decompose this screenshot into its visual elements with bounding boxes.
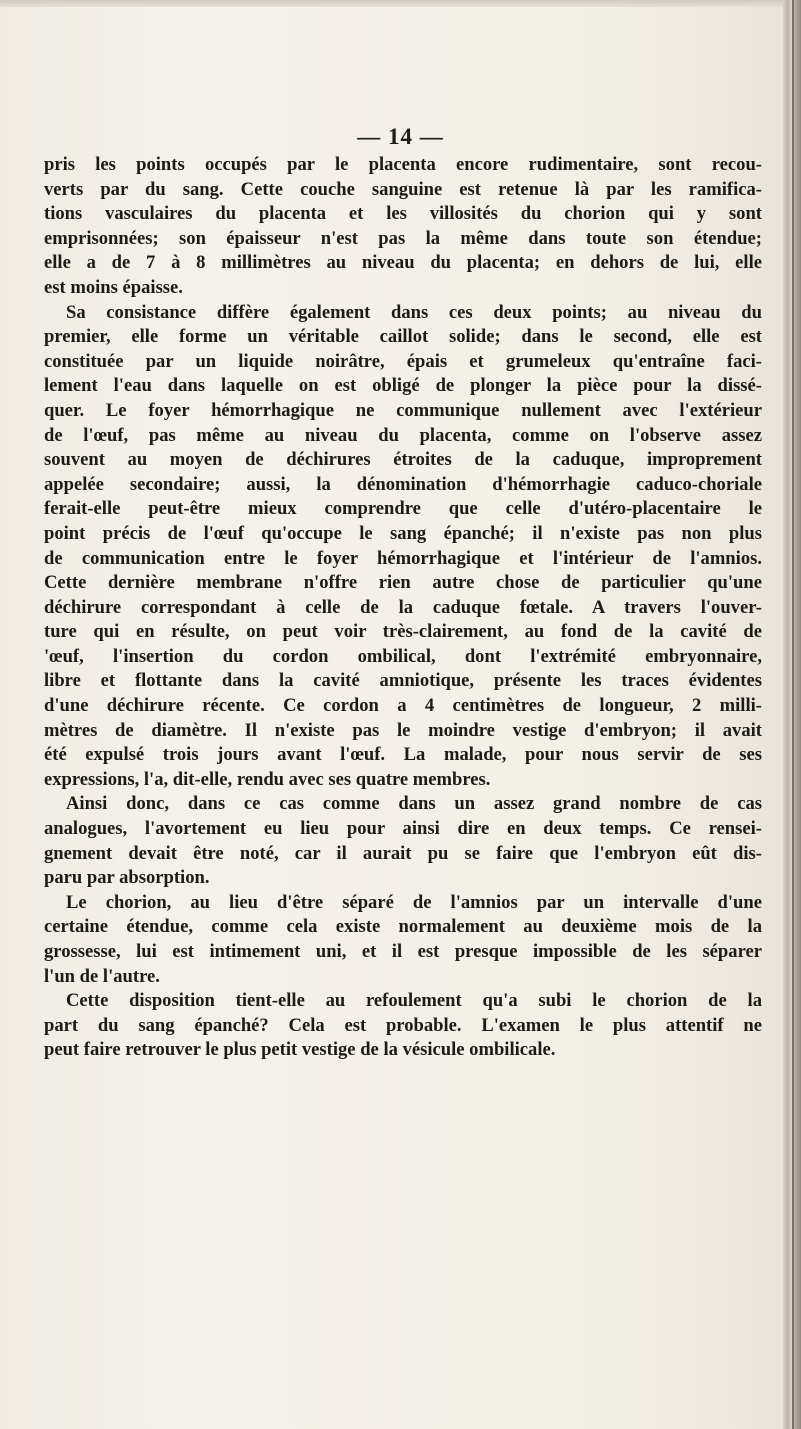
page-top-shadow bbox=[0, 0, 790, 7]
text-line: libre et flottante dans la cavité amniotique, présente les traces évidentes bbox=[44, 670, 762, 692]
text-line: Cette dernière membrane n'offre rien autre chose de particulier qu'une bbox=[44, 572, 762, 594]
text-line: pris les points occupés par le placenta encore rudimentaire, sont recou- bbox=[44, 154, 762, 175]
text-line: analogues, l'avortement eu lieu pour ainsi dire en deux temps. Ce rensei- bbox=[44, 818, 762, 840]
text-line: 'œuf, l'insertion du cordon ombilical, dont l'extrémité embryonnaire, bbox=[44, 645, 762, 667]
text-line: été expulsé trois jours avant l'œuf. La malade, pour nous servir de ses bbox=[44, 744, 762, 766]
text-line: emprisonnées; son épaisseur n'est pas la même dans toute son étendue; bbox=[44, 227, 762, 249]
text-line: peut faire retrouver le plus petit vestige de la vésicule ombilicale. bbox=[44, 1039, 556, 1061]
text-line: point précis de l'œuf qu'occupe le sang épanché; il n'existe pas non plus bbox=[44, 522, 762, 544]
text-line: Sa consistance diffère également dans ces deux points; au niveau du bbox=[66, 301, 762, 323]
text-line: de l'œuf, pas même au niveau du placenta, comme on l'observe assez bbox=[44, 424, 762, 446]
text-line: mètres de diamètre. Il n'existe pas le moindre vestige d'embryon; il avait bbox=[44, 719, 762, 741]
text-line: ture qui en résulte, on peut voir très-clairement, au fond de la cavité de bbox=[44, 621, 762, 643]
text-line: déchirure correspondant à celle de la caduque fœtale. A travers l'ouver- bbox=[44, 596, 762, 618]
text-line: paru par absorption. bbox=[44, 867, 210, 889]
text-line: expressions, l'a, dit-elle, rendu avec ses quatre membres. bbox=[44, 768, 491, 790]
text-line: part du sang épanché? Cela est probable. L'examen le plus attentif ne bbox=[44, 1014, 762, 1036]
text-line: Ainsi donc, dans ce cas comme dans un assez grand nombre de cas bbox=[66, 793, 762, 815]
text-line: certaine étendue, comme cela existe normalement au deuxième mois de la bbox=[44, 916, 762, 938]
page-number: — 14 — bbox=[357, 124, 444, 149]
text-line: elle a de 7 à 8 millimètres au niveau du placenta; en dehors de lui, elle bbox=[44, 252, 762, 274]
text-line: quer. Le foyer hémorrhagique ne communique nullement avec l'extérieur bbox=[44, 399, 762, 421]
text-line: est moins épaisse. bbox=[44, 276, 183, 298]
text-line: de communication entre le foyer hémorrhagique et l'intérieur de l'amnios. bbox=[44, 547, 762, 569]
text-line: gnement devait être noté, car il aurait pu se faire que l'embryon eût dis- bbox=[44, 842, 762, 864]
text-line: grossesse, lui est intimement uni, et il est presque impossible de les séparer bbox=[44, 941, 762, 962]
body-text bbox=[44, 153, 762, 1063]
text-line: d'une déchirure récente. Ce cordon a 4 centimètres de longueur, 2 milli- bbox=[44, 695, 762, 717]
text-line: Le chorion, au lieu d'être séparé de l'amnios par un intervalle d'une bbox=[66, 891, 762, 913]
text-line: Cette disposition tient-elle au refoulement qu'a subi le chorion de la bbox=[66, 990, 762, 1012]
text-line: appelée secondaire; aussi, la dénomination d'hémorrhagie caduco-choriale bbox=[44, 473, 762, 495]
text-line: premier, elle forme un véritable caillot solide; dans le second, elle est bbox=[44, 326, 762, 348]
text-line: ferait-elle peut-être mieux comprendre que celle d'utéro-placentaire le bbox=[44, 498, 762, 520]
text-line: constituée par un liquide noirâtre, épais et grumeleux qu'entraîne faci- bbox=[44, 350, 762, 372]
text-line: souvent au moyen de déchirures étroites de la caduque, improprement bbox=[44, 449, 762, 471]
text-line: l'un de l'autre. bbox=[44, 965, 160, 987]
page-edge-line bbox=[792, 0, 794, 1429]
text-line: lement l'eau dans laquelle on est obligé de plonger la pièce pour la dissé- bbox=[44, 375, 762, 397]
text-line: verts par du sang. Cette couche sanguine est retenue là par les ramifica- bbox=[44, 178, 762, 200]
text-line: tions vasculaires du placenta et les villosités du chorion qui y sont bbox=[44, 203, 762, 225]
